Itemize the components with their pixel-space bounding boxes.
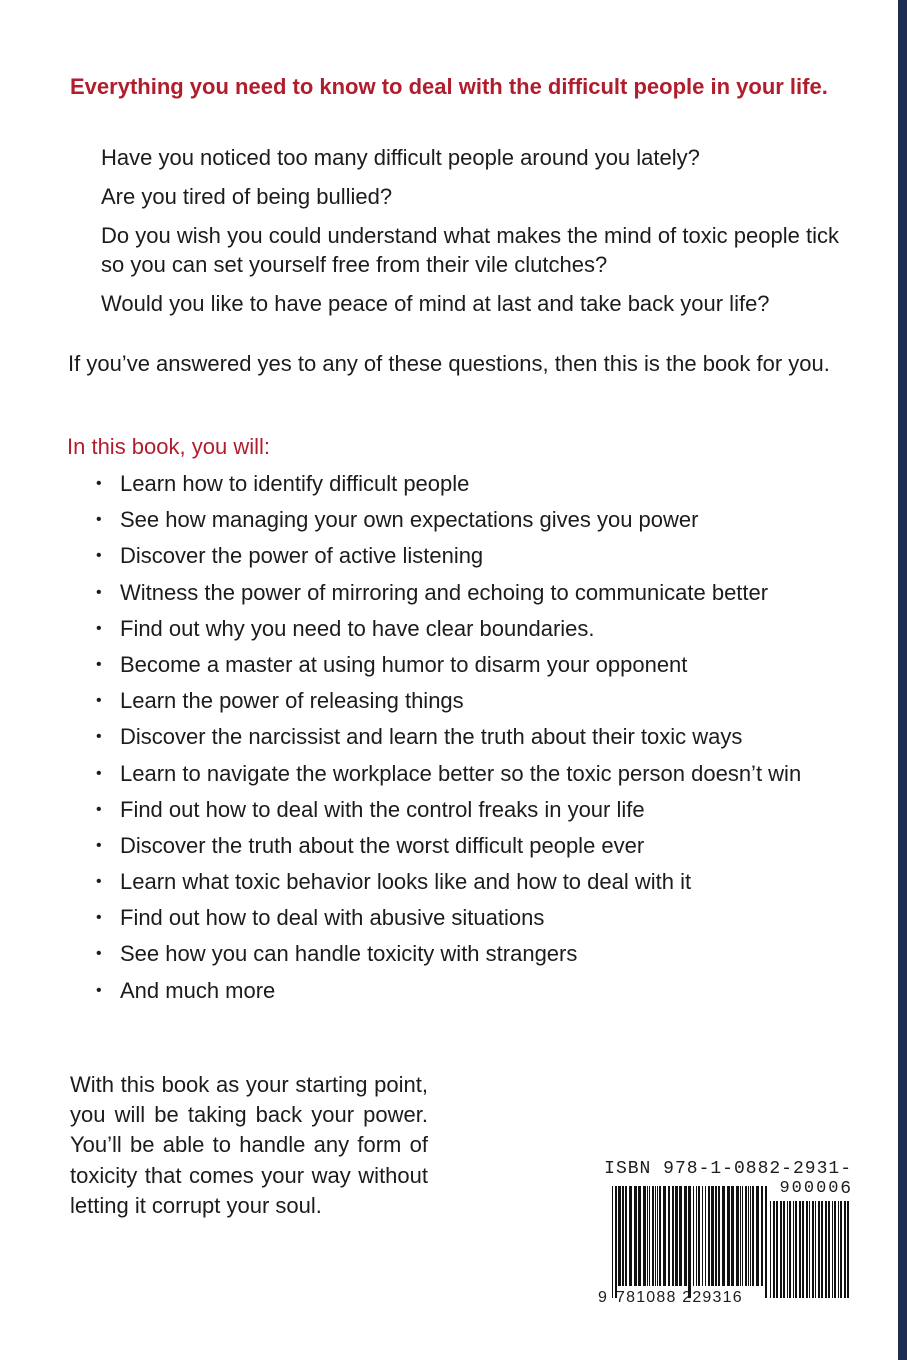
barcode-bar [793, 1201, 794, 1298]
bullet-icon: • [96, 945, 102, 963]
barcode-bar [722, 1186, 725, 1286]
barcode-bar [802, 1201, 804, 1298]
barcode-bar [825, 1201, 827, 1298]
barcode-bar [672, 1186, 674, 1286]
barcode-bar [736, 1186, 739, 1286]
barcode-bar [629, 1186, 632, 1286]
barcode-bar [740, 1186, 741, 1286]
feature-text: Learn how to identify difficult people [120, 471, 470, 496]
spine-edge [898, 0, 907, 1360]
bullet-icon: • [96, 583, 102, 601]
barcode-bar [649, 1186, 650, 1286]
bullet-icon: • [96, 981, 102, 999]
feature-list [96, 470, 833, 1013]
question-item: Are you tired of being bullied? [101, 184, 393, 209]
barcode-bar [787, 1201, 788, 1298]
feature-text: Witness the power of mirroring and echoing to communicate better [120, 579, 769, 605]
question-item: Have you noticed too many difficult people around you lately? [101, 145, 700, 170]
feature-item [96, 977, 833, 1004]
feature-item [96, 687, 833, 714]
barcode-bar [783, 1201, 785, 1298]
feature-item [96, 579, 833, 606]
feature-text: See how managing your own expectations gives you power [120, 507, 699, 533]
barcode-bar [655, 1186, 656, 1286]
bullet-icon: • [96, 655, 102, 673]
feature-item [96, 723, 833, 750]
barcode-bar [711, 1186, 714, 1286]
barcode-bar [832, 1201, 833, 1298]
feature-text: And much more [120, 977, 276, 1003]
isbn-barcode [598, 1159, 852, 1308]
barcode-bar [821, 1201, 823, 1298]
bullet-icon: • [96, 909, 102, 927]
barcode-bar [812, 1201, 814, 1298]
ean-first-digit: 9 [598, 1289, 607, 1306]
barcode-bar [756, 1186, 759, 1286]
barcode-bar [618, 1186, 621, 1286]
question-list [101, 143, 839, 328]
feature-text: Learn to navigate the workplace better so the toxic person doesn’t win [120, 760, 802, 786]
barcode-bar [625, 1186, 627, 1286]
barcode-bar [828, 1201, 830, 1298]
barcode-bar [776, 1201, 778, 1298]
barcode-bar [675, 1186, 678, 1286]
barcode-bar [657, 1186, 658, 1286]
closing-paragraph: With this book as your starting point, you will be taking back your power. You’ll be able to handle any form of toxicity that comes your way without letting it corrupt your soul. [70, 1072, 428, 1218]
barcode-bar [679, 1186, 682, 1286]
feature-item [96, 542, 833, 569]
feature-item [96, 904, 833, 931]
features-subheading: In this book, you will: [67, 434, 270, 459]
barcode-bar [727, 1186, 730, 1286]
barcode-bar [643, 1186, 646, 1286]
bullet-icon: • [96, 511, 102, 529]
feature-item [96, 615, 833, 642]
barcode-bar [708, 1186, 710, 1286]
barcode-bar [659, 1186, 661, 1286]
barcode-bar [809, 1201, 810, 1298]
barcode-bar [718, 1186, 720, 1286]
barcode-bar [838, 1201, 839, 1298]
barcode-bar [702, 1186, 703, 1286]
barcode-bar [761, 1186, 763, 1286]
bullet-icon: • [96, 836, 102, 854]
barcode-bar [742, 1186, 743, 1286]
barcode-bar [705, 1186, 706, 1286]
ean13-bars [612, 1186, 768, 1298]
barcode-bar [750, 1186, 751, 1286]
feature-text: Learn what toxic behavior looks like and how to deal with it [120, 869, 692, 895]
question-item: Do you wish you could understand what makes the mind of toxic people tick so you can set yourself free from their vile clutches? [101, 223, 839, 277]
barcode-bar [780, 1201, 782, 1298]
feature-item [96, 832, 833, 859]
barcode-bar [668, 1186, 670, 1286]
barcode-bar [615, 1186, 617, 1298]
barcode-bar [622, 1186, 624, 1286]
bullet-icon: • [96, 800, 102, 818]
barcode-bar [773, 1201, 775, 1298]
price-code: 90000 [779, 1179, 841, 1198]
feature-text: See how you can handle toxicity with strangers [120, 941, 578, 967]
feature-item [96, 868, 833, 895]
bullet-icon: • [96, 728, 102, 746]
barcode-bar [634, 1186, 637, 1286]
barcode-bar [663, 1186, 666, 1286]
feature-text: Find out why you need to have clear boundaries. [120, 615, 595, 641]
feature-item [96, 796, 833, 823]
feature-item [96, 651, 833, 678]
feature-text: Discover the power of active listening [120, 543, 484, 569]
answer-paragraph: If you’ve answered yes to any of these questions, then this is the book for you. [68, 351, 830, 376]
feature-text: Discover the narcissist and learn the truth about their toxic ways [120, 724, 743, 750]
barcode-bar [795, 1201, 797, 1298]
barcode-bar [612, 1186, 613, 1298]
feature-item [96, 760, 833, 787]
barcode-bar [765, 1186, 767, 1298]
barcode-bar [806, 1201, 808, 1298]
feature-text: Become a master at using humor to disarm your opponent [120, 651, 688, 677]
ean5-bars [770, 1201, 850, 1298]
barcode-bar [789, 1201, 791, 1298]
barcode-bar [748, 1186, 749, 1286]
barcode-bar [688, 1186, 691, 1298]
barcode-bar [684, 1186, 687, 1286]
bullet-icon: • [96, 475, 102, 492]
feature-text: Discover the truth about the worst difficult people ever [120, 832, 645, 858]
feature-text: Learn the power of releasing things [120, 688, 464, 714]
barcode-bar [698, 1186, 700, 1286]
barcode-bar [652, 1186, 654, 1286]
headline: Everything you need to know to deal with the difficult people in your life. [70, 74, 828, 99]
barcode-bar [770, 1201, 771, 1298]
barcode-bar [647, 1186, 648, 1286]
barcode-bar [696, 1186, 697, 1286]
isbn-text: ISBN 978-1-0882-2931-6 [604, 1159, 852, 1199]
barcode-bar [745, 1186, 747, 1286]
barcode-bar [818, 1201, 820, 1298]
question-item: Would you like to have peace of mind at last and take back your life? [101, 291, 770, 316]
bullet-icon: • [96, 692, 102, 710]
barcode-bar [638, 1186, 641, 1286]
barcode-bar [752, 1186, 754, 1286]
bullet-icon: • [96, 619, 102, 637]
feature-text: Find out how to deal with abusive situations [120, 905, 545, 931]
barcode-bar [693, 1186, 694, 1286]
barcode-bar [731, 1186, 734, 1286]
barcode-bar [834, 1201, 836, 1298]
barcode-bar [715, 1186, 717, 1286]
bullet-icon: • [96, 547, 102, 565]
feature-item [96, 940, 833, 967]
ean-rest-digits: 781088 229316 [616, 1289, 743, 1306]
barcode-bar [799, 1201, 801, 1298]
barcode-bar [844, 1201, 846, 1298]
barcode-bar [847, 1201, 849, 1298]
bullet-icon: • [96, 764, 102, 782]
barcode-bar [815, 1201, 816, 1298]
feature-text: Find out how to deal with the control freaks in your life [120, 796, 645, 822]
bullet-icon: • [96, 873, 102, 891]
feature-item [96, 506, 833, 533]
barcode-bar [840, 1201, 842, 1298]
feature-item [96, 470, 833, 497]
